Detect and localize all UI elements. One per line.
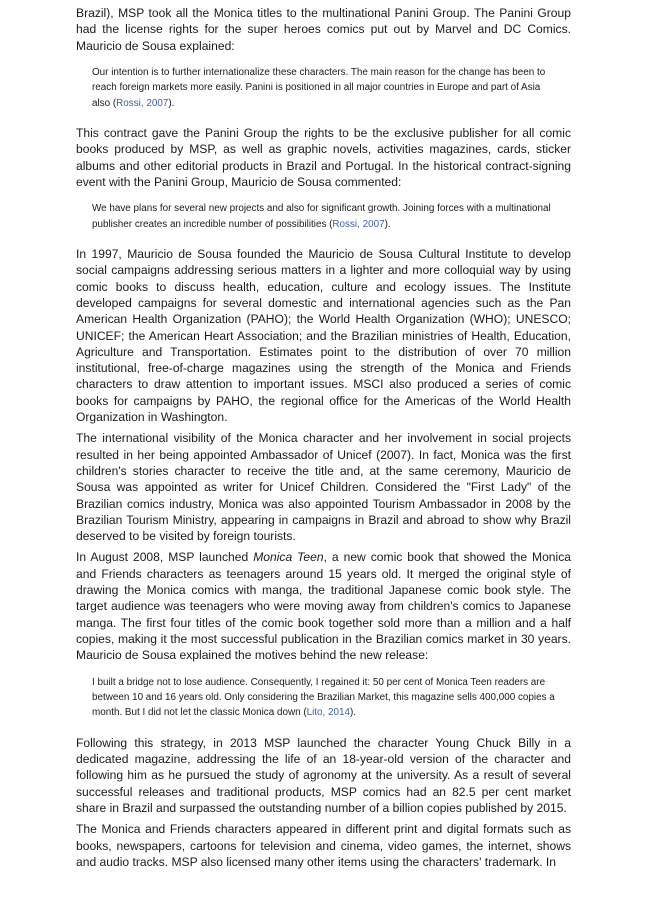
block-quote-new-projects [92, 201, 559, 232]
block-quote-internationalize [92, 65, 559, 111]
paragraph-monica-teen [76, 549, 571, 663]
paragraph-panini-contract: This contract gave the Panini Group the rights to be the exclusive publisher for all comic books produced by MSP, as well as graphic novels, activities magazines, cards, sticker albums and other editorial products in Brazil and Portugal. In the historical contract-signing event with the Panini Group, Mauricio de Sousa commented: [76, 126, 571, 189]
citation-link[interactable]: Lito, 2014 [306, 707, 351, 719]
paragraph-unicef-ambassador: The international visibility of the Monica character and her involvement in social projects resulted in her being appointed Ambassador of Unicef (2007). In fact, Monica was the first children's stories character to receive the title and, at the same ceremony, Mauricio de Sousa was appointed as writer for Unicef Children. Considered the "First Lady" of the Brazilian comics industry, Monica was also appointed Tourism Ambassador in 2008 by the Brazilian Tourism Ministry, appearing in campaigns in Brazil and abroad to show why Brazil deserved to be visited by foreign tourists. [76, 431, 571, 544]
paragraph-rest: , a new comic book that showed the Monica and Friends characters as teenagers around 15 years old. It merged the original style of drawing the Monica comics with manga, the traditional Japanese comic book style. The target audience was teenagers who were moving away from children's comics to Japanese manga. The first four titles of the comic book together sold more than a million and a half copies, making it the most successful publication in the Brazilian comics market in 30 years. Mauricio de Sousa explained the motives behind the new release: [76, 550, 571, 663]
citation-link[interactable]: Rossi, 2007 [116, 97, 169, 109]
paragraph-start: In August 2008, MSP launched [76, 550, 254, 565]
quote-end: ). [350, 707, 357, 719]
quote-text: Our intention is to further internationalize these characters. The main reason for the change has been to reach foreign markets more easily. Panini is positioned in all major countries in Europe and part of Asia also ( [92, 66, 546, 109]
paragraph-formats-licensing: The Monica and Friends characters appeared in different print and digital formats such as books, newspapers, cartoons for television and cinema, video games, the internet, shows and audio tracks. MSP also licensed many other items using the characters' trademark. In [76, 822, 571, 869]
block-quote-bridge [92, 675, 559, 721]
citation-link[interactable]: Rossi, 2007 [332, 218, 385, 230]
quote-text: I built a bridge not to lose audience. Consequently, I regained it: 50 per cent of Monica Teen readers are between 10 and 16 years old. Only considering the Brazilian Market, this magazine sells 400,000 copies a month. But I did not let the classic Monica down ( [92, 676, 555, 719]
quote-end: ). [384, 218, 391, 230]
publication-title: Monica Teen [253, 550, 324, 565]
quote-end: ). [168, 97, 175, 109]
document-page [76, 5, 571, 870]
paragraph-cultural-institute: In 1997, Mauricio de Sousa founded the Mauricio de Sousa Cultural Institute to develop social campaigns addressing serious matters in a lighter and more colloquial way by using comic books to discuss health, education, culture and ecology issues. The Institute developed campaigns for several domestic and international agencies such as the Pan American Health Organization (PAHO); the World Health Organization (WHO); UNESCO; UNICEF; the American Heart Association; and the Brazilian ministries of Health, Education, Agriculture and Transportation. Estimates point to the distribution of over 70 million institutional, free-of-charge magazines using the strength of the Monica and Friends characters to draw attention to important issues. MSCI also produced a series of comic books for campaigns by PAHO, the regional office for the Americas of the World Health Organization in Washington. [76, 247, 571, 425]
paragraph-young-chuck-billy: Following this strategy, in 2013 MSP launched the character Young Chuck Billy in a dedicated magazine, addressing the life of an 18-year-old version of the character and following him as he pursued the study of agronomy at the university. As a result of several successful releases and traditional products, MSP comics had an 82.5 per cent market share in Brazil and surpassed the outstanding number of a billion copies published by 2015. [76, 735, 571, 815]
quote-text: We have plans for several new projects and also for significant growth. Joining forces with a multinational publisher creates an incredible number of possibilities ( [92, 203, 551, 230]
paragraph-panini-transfer: Brazil), MSP took all the Monica titles to the multinational Panini Group. The Panini Group had the license rights for the super heroes comics put out by Marvel and DC Comics. Mauricio de Sousa explained: [76, 6, 571, 53]
